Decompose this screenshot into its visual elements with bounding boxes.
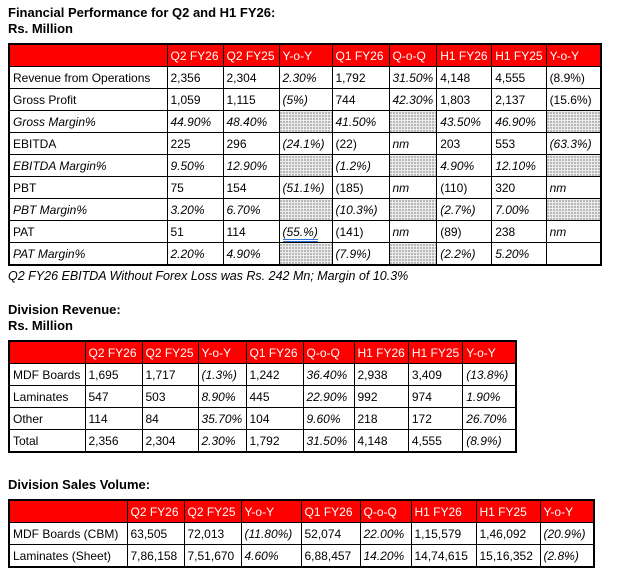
row-label: PAT Margin% bbox=[9, 243, 167, 266]
column-header: Q2 FY25 bbox=[223, 44, 279, 67]
table-cell: 2,137 bbox=[492, 89, 546, 111]
table-cell: 4.60% bbox=[241, 545, 301, 568]
column-header: H1 FY25 bbox=[492, 44, 546, 67]
table-cell bbox=[389, 155, 437, 177]
column-header: Q2 FY25 bbox=[142, 341, 198, 364]
table-cell: 203 bbox=[437, 133, 492, 155]
table-cell: 8.90% bbox=[198, 386, 246, 408]
row-label: Total bbox=[9, 430, 85, 453]
column-header: Q2 FY25 bbox=[184, 500, 241, 523]
column-header: Q1 FY26 bbox=[301, 500, 360, 523]
table-cell: 1,695 bbox=[85, 364, 142, 386]
table-cell: 503 bbox=[142, 386, 198, 408]
table-cell: 1,15,579 bbox=[411, 523, 476, 545]
table-row bbox=[9, 545, 594, 568]
table-cell: nm bbox=[546, 177, 601, 199]
table-cell: 320 bbox=[492, 177, 546, 199]
column-header: Y-o-Y bbox=[198, 341, 246, 364]
table-cell: 72,013 bbox=[184, 523, 241, 545]
table-cell: (5%) bbox=[279, 89, 332, 111]
table-cell: 4.90% bbox=[437, 155, 492, 177]
table-row bbox=[9, 177, 601, 199]
row-label: MDF Boards (CBM) bbox=[9, 523, 127, 545]
table-cell: 12.10% bbox=[492, 155, 546, 177]
table-row bbox=[9, 133, 601, 155]
table-cell: 445 bbox=[246, 386, 303, 408]
table-cell: 172 bbox=[408, 408, 462, 430]
column-header: Q2 FY26 bbox=[167, 44, 223, 67]
table-cell: 4,555 bbox=[492, 67, 546, 89]
division-sales-volume-title: Division Sales Volume: bbox=[8, 477, 151, 492]
row-label: PBT Margin% bbox=[9, 199, 167, 221]
table-cell bbox=[279, 155, 332, 177]
table-cell: 31.50% bbox=[303, 430, 354, 453]
table-cell: (2.7%) bbox=[437, 199, 492, 221]
table-cell: nm bbox=[546, 221, 601, 243]
table-cell: (22) bbox=[332, 133, 389, 155]
table-cell: (2.2%) bbox=[437, 243, 492, 266]
table-cell: 51 bbox=[167, 221, 223, 243]
table-cell: 1,792 bbox=[332, 67, 389, 89]
table-row bbox=[9, 89, 601, 111]
table-cell: 2.30% bbox=[198, 430, 246, 453]
table-cell: 43.50% bbox=[437, 111, 492, 133]
section-division-revenue bbox=[8, 302, 625, 453]
financial-performance-unit-label: Rs. Million bbox=[8, 21, 73, 36]
table-cell: (1.2%) bbox=[332, 155, 389, 177]
table-cell bbox=[279, 243, 332, 266]
division-revenue-table bbox=[8, 340, 517, 453]
table-cell: (11.80%) bbox=[241, 523, 301, 545]
table-cell: 7,86,158 bbox=[127, 545, 184, 568]
row-label: Gross Margin% bbox=[9, 111, 167, 133]
table-cell: 2,356 bbox=[85, 430, 142, 453]
table-row bbox=[9, 221, 601, 243]
table-cell: 1,792 bbox=[246, 430, 303, 453]
table-cell: 75 bbox=[167, 177, 223, 199]
table-cell: 46.90% bbox=[492, 111, 546, 133]
ebitda-forex-note: Q2 FY26 EBITDA Without Forex Loss was Rs. 242 Mn; Margin of 10.3% bbox=[8, 269, 409, 283]
column-header: H1 FY26 bbox=[354, 341, 408, 364]
table-cell: 974 bbox=[408, 386, 462, 408]
row-label: Other bbox=[9, 408, 85, 430]
column-header: Q-o-Q bbox=[389, 44, 437, 67]
table-cell: 1.90% bbox=[463, 386, 516, 408]
table-cell: (110) bbox=[437, 177, 492, 199]
column-header bbox=[9, 44, 167, 67]
financial-performance-title: Financial Performance for Q2 and H1 FY26: bbox=[8, 5, 276, 20]
table-cell: 15,16,352 bbox=[476, 545, 540, 568]
table-cell bbox=[279, 199, 332, 221]
table-cell: 7,51,670 bbox=[184, 545, 241, 568]
table-row bbox=[9, 408, 516, 430]
table-cell: 2,356 bbox=[167, 67, 223, 89]
table-cell bbox=[546, 199, 601, 221]
division-revenue-unit-label: Rs. Million bbox=[8, 318, 73, 333]
table-cell: (15.6%) bbox=[546, 89, 601, 111]
table-cell: 5.20% bbox=[492, 243, 546, 266]
table-row bbox=[9, 111, 601, 133]
row-label: Gross Profit bbox=[9, 89, 167, 111]
table-row bbox=[9, 155, 601, 177]
table-cell: 218 bbox=[354, 408, 408, 430]
table-cell: 225 bbox=[167, 133, 223, 155]
column-header: Q-o-Q bbox=[303, 341, 354, 364]
table-cell: (2.8%) bbox=[540, 545, 594, 568]
table-cell: (51.1%) bbox=[279, 177, 332, 199]
table-cell bbox=[389, 111, 437, 133]
table-cell: 2.20% bbox=[167, 243, 223, 266]
table-cell: 2,304 bbox=[223, 67, 279, 89]
table-row bbox=[9, 243, 601, 266]
table-cell: 1,803 bbox=[437, 89, 492, 111]
column-header: Y-o-Y bbox=[540, 500, 594, 523]
table-cell: 2,304 bbox=[142, 430, 198, 453]
table-cell: (185) bbox=[332, 177, 389, 199]
financial-performance-table bbox=[8, 43, 602, 266]
table-cell: 6,88,457 bbox=[301, 545, 360, 568]
table-cell: 9.60% bbox=[303, 408, 354, 430]
table-cell bbox=[279, 111, 332, 133]
table-cell: 2.30% bbox=[279, 67, 332, 89]
table-cell bbox=[546, 111, 601, 133]
table-cell: 1,059 bbox=[167, 89, 223, 111]
flagged-value: (55.%) bbox=[283, 225, 318, 242]
row-label: PBT bbox=[9, 177, 167, 199]
table-cell: 3.20% bbox=[167, 199, 223, 221]
table-cell: 52,074 bbox=[301, 523, 360, 545]
table-cell: 296 bbox=[223, 133, 279, 155]
table-cell: (89) bbox=[437, 221, 492, 243]
table-cell: 104 bbox=[246, 408, 303, 430]
table-cell: 1,717 bbox=[142, 364, 198, 386]
table-row bbox=[9, 430, 516, 453]
column-header: H1 FY25 bbox=[476, 500, 540, 523]
table-cell: nm bbox=[389, 221, 437, 243]
table-cell: (8.9%) bbox=[546, 67, 601, 89]
table-cell: nm bbox=[389, 177, 437, 199]
table-cell: 7.00% bbox=[492, 199, 546, 221]
column-header: Q2 FY26 bbox=[127, 500, 184, 523]
table-cell: 35.70% bbox=[198, 408, 246, 430]
table-cell: 36.40% bbox=[303, 364, 354, 386]
column-header: Q1 FY26 bbox=[332, 44, 389, 67]
table-cell: 42.30% bbox=[389, 89, 437, 111]
table-cell: 31.50% bbox=[389, 67, 437, 89]
table-cell: 26.70% bbox=[463, 408, 516, 430]
section-financial-performance bbox=[8, 5, 625, 284]
table-cell: 238 bbox=[492, 221, 546, 243]
table-cell: 114 bbox=[223, 221, 279, 243]
table-cell: 9.50% bbox=[167, 155, 223, 177]
header-row bbox=[9, 500, 594, 523]
row-label: EBITDA Margin% bbox=[9, 155, 167, 177]
table-cell: 4,555 bbox=[408, 430, 462, 453]
table-cell bbox=[389, 243, 437, 266]
table-row bbox=[9, 364, 516, 386]
column-header: Y-o-Y bbox=[279, 44, 332, 67]
column-header: Y-o-Y bbox=[546, 44, 601, 67]
row-label: MDF Boards bbox=[9, 364, 85, 386]
table-cell: 114 bbox=[85, 408, 142, 430]
column-header bbox=[9, 341, 85, 364]
table-cell: 4.90% bbox=[223, 243, 279, 266]
table-cell: 154 bbox=[223, 177, 279, 199]
column-header bbox=[9, 500, 127, 523]
table-cell: (20.9%) bbox=[540, 523, 594, 545]
table-cell: (13.8%) bbox=[463, 364, 516, 386]
row-label: PAT bbox=[9, 221, 167, 243]
table-cell bbox=[279, 221, 332, 243]
table-cell: (7.9%) bbox=[332, 243, 389, 266]
table-cell: (24.1%) bbox=[279, 133, 332, 155]
column-header: Y-o-Y bbox=[241, 500, 301, 523]
table-cell: 547 bbox=[85, 386, 142, 408]
table-cell: 44.90% bbox=[167, 111, 223, 133]
table-cell: 2,938 bbox=[354, 364, 408, 386]
table-row bbox=[9, 67, 601, 89]
row-label: Laminates bbox=[9, 386, 85, 408]
division-sales-volume-table bbox=[8, 499, 595, 568]
table-cell bbox=[546, 155, 601, 177]
table-cell: 553 bbox=[492, 133, 546, 155]
table-cell: 1,242 bbox=[246, 364, 303, 386]
table-cell: 22.00% bbox=[360, 523, 411, 545]
table-cell: 1,115 bbox=[223, 89, 279, 111]
table-cell: 12.90% bbox=[223, 155, 279, 177]
table-cell bbox=[389, 199, 437, 221]
column-header: Y-o-Y bbox=[463, 341, 516, 364]
table-cell: 744 bbox=[332, 89, 389, 111]
table-row bbox=[9, 199, 601, 221]
row-label: Laminates (Sheet) bbox=[9, 545, 127, 568]
table-cell: 48.40% bbox=[223, 111, 279, 133]
column-header: H1 FY25 bbox=[408, 341, 462, 364]
section-division-sales-volume bbox=[8, 477, 625, 568]
table-cell: 63,505 bbox=[127, 523, 184, 545]
column-header: H1 FY26 bbox=[437, 44, 492, 67]
table-cell bbox=[546, 243, 601, 266]
column-header: Q2 FY26 bbox=[85, 341, 142, 364]
table-cell: 1,46,092 bbox=[476, 523, 540, 545]
table-cell: 992 bbox=[354, 386, 408, 408]
division-revenue-title: Division Revenue: bbox=[8, 302, 121, 317]
table-cell: 6.70% bbox=[223, 199, 279, 221]
table-cell: (1.3%) bbox=[198, 364, 246, 386]
table-cell: 3,409 bbox=[408, 364, 462, 386]
header-row bbox=[9, 341, 516, 364]
table-cell: 84 bbox=[142, 408, 198, 430]
column-header: H1 FY26 bbox=[411, 500, 476, 523]
row-label: Revenue from Operations bbox=[9, 67, 167, 89]
table-cell: nm bbox=[389, 133, 437, 155]
table-cell: (8.9%) bbox=[463, 430, 516, 453]
row-label: EBITDA bbox=[9, 133, 167, 155]
table-cell: 41.50% bbox=[332, 111, 389, 133]
table-cell: (10.3%) bbox=[332, 199, 389, 221]
table-cell: (63.3%) bbox=[546, 133, 601, 155]
table-row bbox=[9, 523, 594, 545]
table-cell: (141) bbox=[332, 221, 389, 243]
table-cell: 14,74,615 bbox=[411, 545, 476, 568]
column-header: Q1 FY26 bbox=[246, 341, 303, 364]
table-cell: 22.90% bbox=[303, 386, 354, 408]
header-row bbox=[9, 44, 601, 67]
table-cell: 4,148 bbox=[437, 67, 492, 89]
table-cell: 4,148 bbox=[354, 430, 408, 453]
table-cell: 14.20% bbox=[360, 545, 411, 568]
table-row bbox=[9, 386, 516, 408]
column-header: Q-o-Q bbox=[360, 500, 411, 523]
